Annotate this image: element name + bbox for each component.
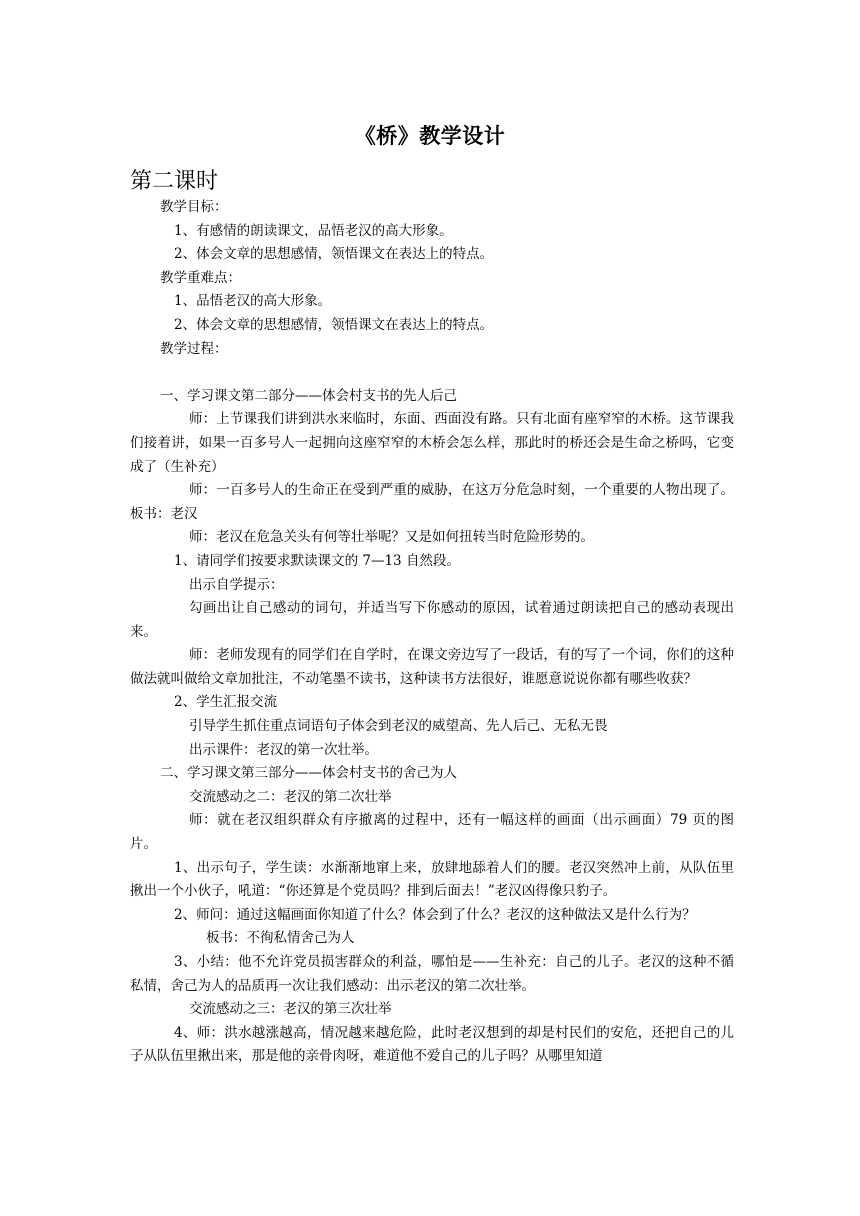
heading-teaching-goals: 教学目标： (160, 199, 228, 215)
body-paragraph: 出示自学提示： (189, 576, 284, 593)
step-item: 2、师问：通过这幅画面你知道了什么？体会到了什么？老汉的这种做法又是什么行为？ (174, 906, 696, 923)
step-item: 4、师：洪水越涨越高，情况越来越危险，此时老汉想到的却是村民们的安危，还把自己的儿子从队伍里揪出来，那是他的亲骨肉呀，难道他不爱自己的儿子吗？从哪里知道 (130, 1024, 734, 1065)
heading-teaching-process: 教学过程： (160, 340, 228, 357)
lesson-heading: 第二课时 (130, 169, 219, 194)
key-point-item: 1、品悟老汉的高大形象。 (174, 293, 332, 310)
body-paragraph: 师：老师发现有的同学们在自学时，在课文旁边写了一段话，有的写了一个词，你们的这种做法就叫做给文章加批注，不动笔墨不读书，这种读书方法很好，谁愿意说说你都有哪些收获？ (130, 647, 734, 687)
body-paragraph: 师：上节课我们讲到洪水来临时，东面、西面没有路。只有北面有座窄窄的木桥。这节课我们接着讲，如果一百多号人一起拥向这座窄窄的木桥会怎么样，那此时的桥还会是生命之桥吗，它变成了（生补充） (130, 411, 734, 475)
body-paragraph: 交流感动之二：老汉的第二次壮举 (189, 788, 392, 805)
body-paragraph: 交流感动之三：老汉的第三次壮举 (189, 1001, 392, 1018)
heading-key-points: 教学重难点： (160, 269, 241, 286)
section-heading: 一、学习课文第二部分——体会村支书的先人后己 (160, 387, 457, 404)
section-heading: 二、学习课文第三部分——体会村支书的舍己为人 (160, 765, 457, 782)
step-item: 1、出示句子，学生读：水渐渐地窜上来，放肆地舔着人们的腰。老汉突然冲上前，从队伍里揪出一个小伙子，吼道：“你还算是个党员吗？排到后面去！”老汉凶得像只豹子。 (130, 859, 734, 900)
board-note: 板书：不徇私情舍己为人 (206, 930, 355, 947)
blank-line (130, 361, 734, 385)
step-item: 3、小结：他不允许党员损害群众的利益，哪怕是——生补充：自己的儿子。老汉的这种不循私情，舍己为人的品质再一次让我们感动：出示老汉的第二次壮举。 (130, 954, 734, 994)
document-body (130, 196, 734, 1069)
body-paragraph: 勾画出让自己感动的词句，并适当写下你感动的原因，试着通过朗读把自己的感动表现出来。 (130, 600, 734, 640)
body-paragraph: 师：一百多号人的生命正在受到严重的威胁，在这万分危急时刻，一个重要的人物出现了。板书：老汉 (130, 482, 734, 522)
body-paragraph: 出示课件：老汉的第一次壮举。 (189, 741, 378, 758)
step-item: 1、请同学们按要求默读课文的 7—13 自然段。 (174, 552, 460, 569)
key-point-item: 2、体会文章的思想感情，领悟课文在表达上的特点。 (174, 316, 494, 333)
goal-item: 1、有感情的朗读课文，品悟老汉的高大形象。 (174, 222, 453, 239)
body-paragraph: 师：老汉在危急关头有何等壮举呢？又是如何扭转当时危险形势的。 (189, 529, 594, 546)
goal-item: 2、体会文章的思想感情，领悟课文在表达上的特点。 (174, 246, 494, 263)
body-paragraph: 师：就在老汉组织群众有序撤离的过程中，还有一幅这样的画面（出示画面）79 页的图片。 (130, 812, 734, 853)
document-title: 《桥》教学设计 (354, 124, 506, 148)
step-item: 2、学生汇报交流 (174, 694, 278, 711)
body-paragraph: 引导学生抓住重点词语句子体会到老汉的威望高、先人后己、无私无畏 (189, 718, 608, 735)
